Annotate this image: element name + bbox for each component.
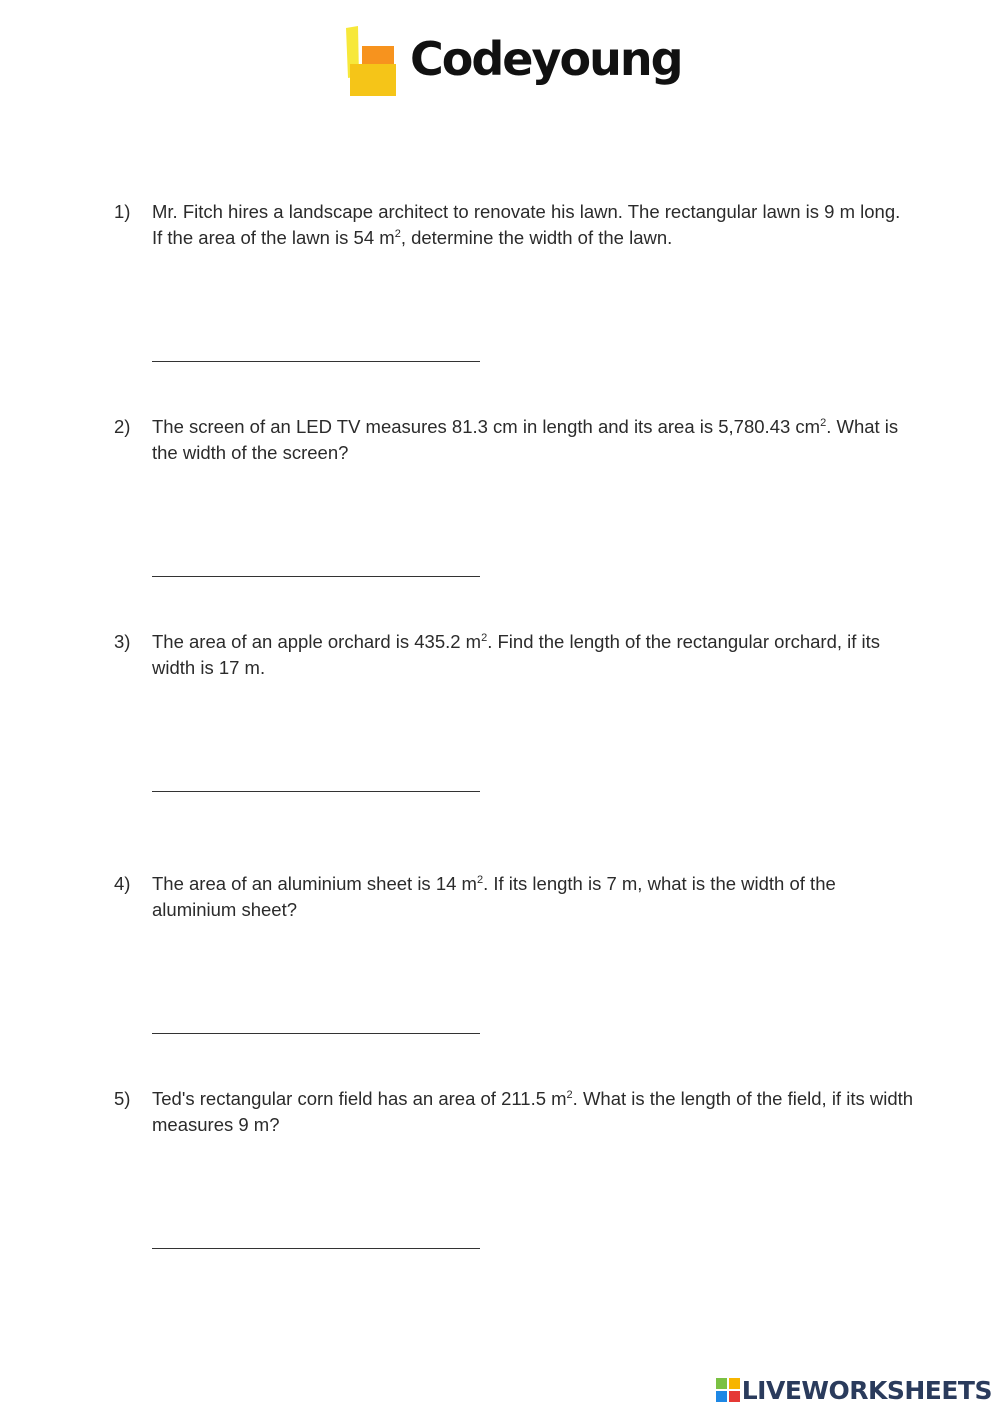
question-4 xyxy=(114,871,914,923)
question-1 xyxy=(114,199,914,251)
codeyoung-logo-icon xyxy=(344,24,400,98)
answer-line-4[interactable] xyxy=(152,1033,480,1034)
question-2 xyxy=(114,414,914,466)
question-text: The screen of an LED TV measures 81.3 cm in length and its area is 5,780.43 $cm^2$. What is the width of the screen? xyxy=(152,416,899,463)
question-3 xyxy=(114,629,914,681)
question-text: Mr. Fitch hires a landscape architect to renovate his lawn. The rectangular lawn is 9 m long. If the area of the lawn is 54 $m^2$, determine the width of the lawn. xyxy=(152,201,901,248)
question-number: 2) xyxy=(114,416,131,437)
question-text: Ted's rectangular corn field has an area of 211.5 $m^2$. What is the length of the field, if its width measures 9 m? xyxy=(152,1088,914,1135)
question-text: The area of an apple orchard is 435.2 $m^2$. Find the length of the rectangular orchard, if its width is 17 m. xyxy=(152,631,881,678)
question-number: 1) xyxy=(114,201,131,222)
question-number: 5) xyxy=(114,1088,131,1109)
brand-name: Codeyoung xyxy=(410,32,682,86)
answer-line-1[interactable] xyxy=(152,361,480,362)
liveworksheets-watermark xyxy=(716,1377,992,1403)
question-number: 4) xyxy=(114,873,131,894)
question-text: The area of an aluminium sheet is 14 $m^2$. If its length is 7 m, what is the width of the aluminium sheet? xyxy=(152,873,836,920)
answer-line-3[interactable] xyxy=(152,791,480,792)
watermark-text: LIVEWORKSHEETS xyxy=(741,1375,992,1405)
liveworksheets-logo-icon xyxy=(716,1378,740,1402)
answer-line-2[interactable] xyxy=(152,576,480,577)
question-number: 3) xyxy=(114,631,131,652)
question-5 xyxy=(114,1086,914,1138)
answer-line-5[interactable] xyxy=(152,1248,480,1249)
codeyoung-logo xyxy=(344,24,694,104)
